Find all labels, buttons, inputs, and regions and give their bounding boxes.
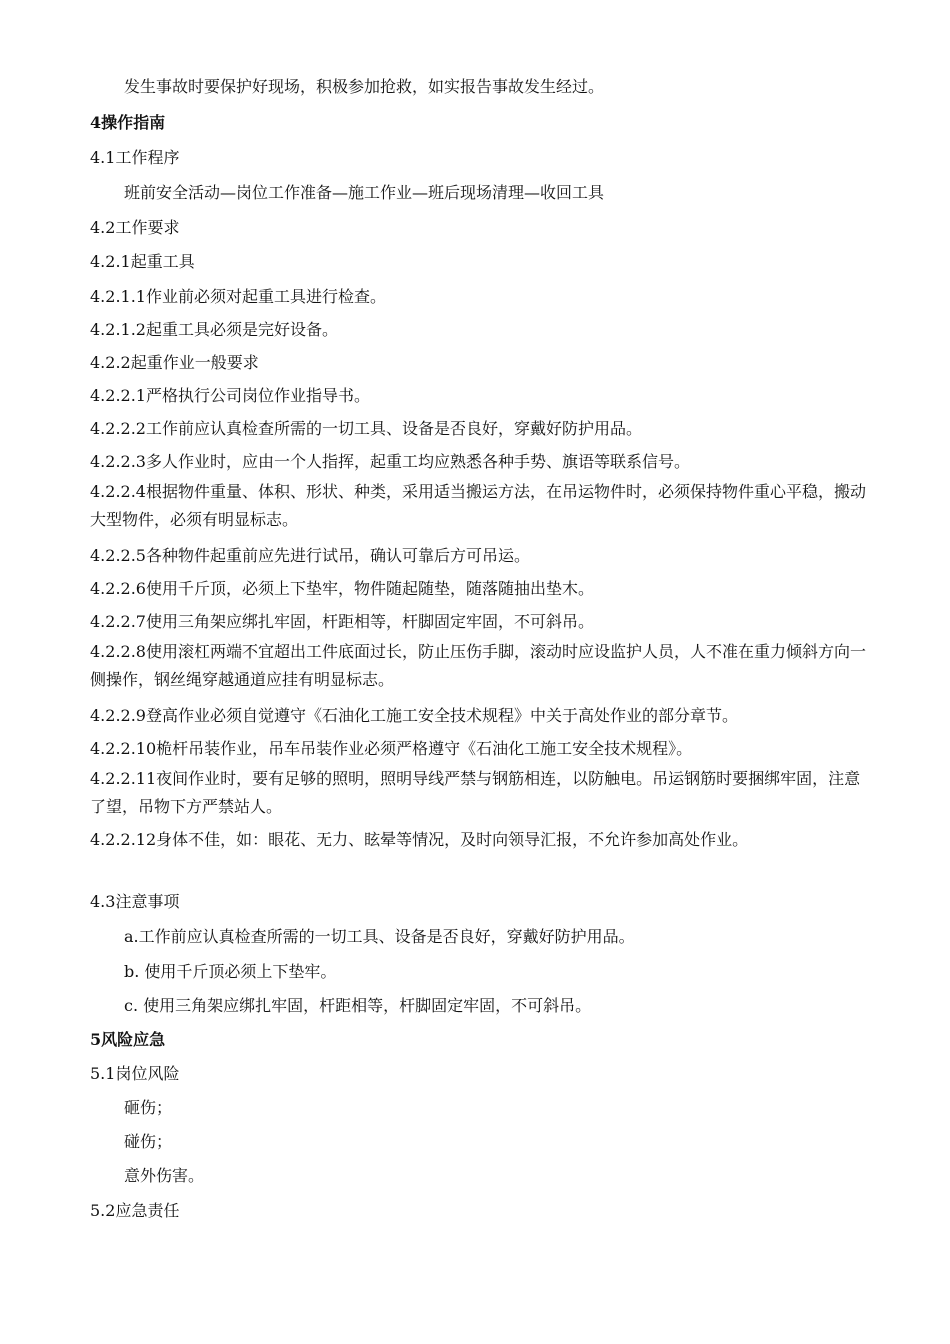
item-4-2-1-1: 4.2.1.1作业前必须对起重工具进行检查。 [90, 287, 386, 306]
item-4-2-2-1: 4.2.2.1严格执行公司岗位作业指导书。 [90, 386, 370, 405]
note-a: a.工作前应认真检查所需的一切工具、设备是否良好，穿戴好防护用品。 [124, 927, 635, 946]
item-4-2-1-2: 4.2.1.2起重工具必须是完好设备。 [90, 320, 338, 339]
paragraph-work-procedure: 班前安全活动—岗位工作准备—施工作业—班后现场清理—收回工具 [124, 183, 605, 202]
heading-5-risk-emergency: 5风险应急 [90, 1030, 166, 1049]
heading-4-2-1: 4.2.1起重工具 [90, 252, 195, 271]
item-4-2-2-8: 4.2.2.8使用滚杠两端不宜超出工件底面过长，防止压伤手脚，滚动时应设监护人员，人不准在重力倾斜方向一侧操作，钢丝绳穿越通道应挂有明显标志。 [90, 642, 866, 689]
note-c: c. 使用三角架应绑扎牢固，杆距相等，杆脚固定牢固，不可斜吊。 [124, 996, 592, 1015]
heading-5-1: 5.1岗位风险 [90, 1064, 180, 1083]
heading-4-2-2: 4.2.2起重作业一般要求 [90, 353, 259, 372]
item-4-2-2-7: 4.2.2.7使用三角架应绑扎牢固，杆距相等，杆脚固定牢固，不可斜吊。 [90, 612, 594, 631]
risk-item-bump: 碰伤； [124, 1132, 173, 1151]
heading-4-2: 4.2工作要求 [90, 218, 180, 237]
note-b: b. 使用千斤顶必须上下垫牢。 [124, 962, 337, 981]
item-4-2-2-2: 4.2.2.2工作前应认真检查所需的一切工具、设备是否良好，穿戴好防护用品。 [90, 419, 642, 438]
item-4-2-2-3: 4.2.2.3多人作业时，应由一个人指挥，起重工均应熟悉各种手势、旗语等联系信号。 [90, 452, 690, 471]
risk-item-accident: 意外伤害。 [124, 1166, 205, 1185]
heading-4-1: 4.1工作程序 [90, 148, 180, 167]
item-4-2-2-6: 4.2.2.6使用千斤顶，必须上下垫牢，物件随起随垫，随落随抽出垫木。 [90, 579, 594, 598]
item-4-2-2-10: 4.2.2.10桅杆吊装作业，吊车吊装作业必须严格遵守《石油化工施工安全技术规程》。 [90, 739, 693, 758]
risk-item-crush: 砸伤； [124, 1098, 173, 1117]
heading-4-3: 4.3注意事项 [90, 892, 180, 911]
item-4-2-2-11: 4.2.2.11夜间作业时，要有足够的照明，照明导线严禁与钢筋相连，以防触电。吊运钢筋时要捆绑牢固，注意了望，吊物下方严禁站人。 [90, 769, 861, 816]
item-4-2-2-12: 4.2.2.12身体不佳，如：眼花、无力、眩晕等情况，及时向领导汇报，不允许参加高处作业。 [90, 830, 749, 849]
item-4-2-2-9: 4.2.2.9登高作业必须自觉遵守《石油化工施工安全技术规程》中关于高处作业的部分章节。 [90, 706, 738, 725]
paragraph-accident: 发生事故时要保护好现场，积极参加抢救，如实报告事故发生经过。 [124, 77, 605, 96]
item-4-2-2-5: 4.2.2.5各种物件起重前应先进行试吊，确认可靠后方可吊运。 [90, 546, 530, 565]
heading-4-operation-guide: 4操作指南 [90, 113, 166, 132]
item-4-2-2-4: 4.2.2.4根据物件重量、体积、形状、种类，采用适当搬运方法，在吊运物件时，必须保持物件重心平稳，搬动大型物件，必须有明显标志。 [90, 482, 866, 529]
heading-5-2: 5.2应急责任 [90, 1201, 180, 1220]
